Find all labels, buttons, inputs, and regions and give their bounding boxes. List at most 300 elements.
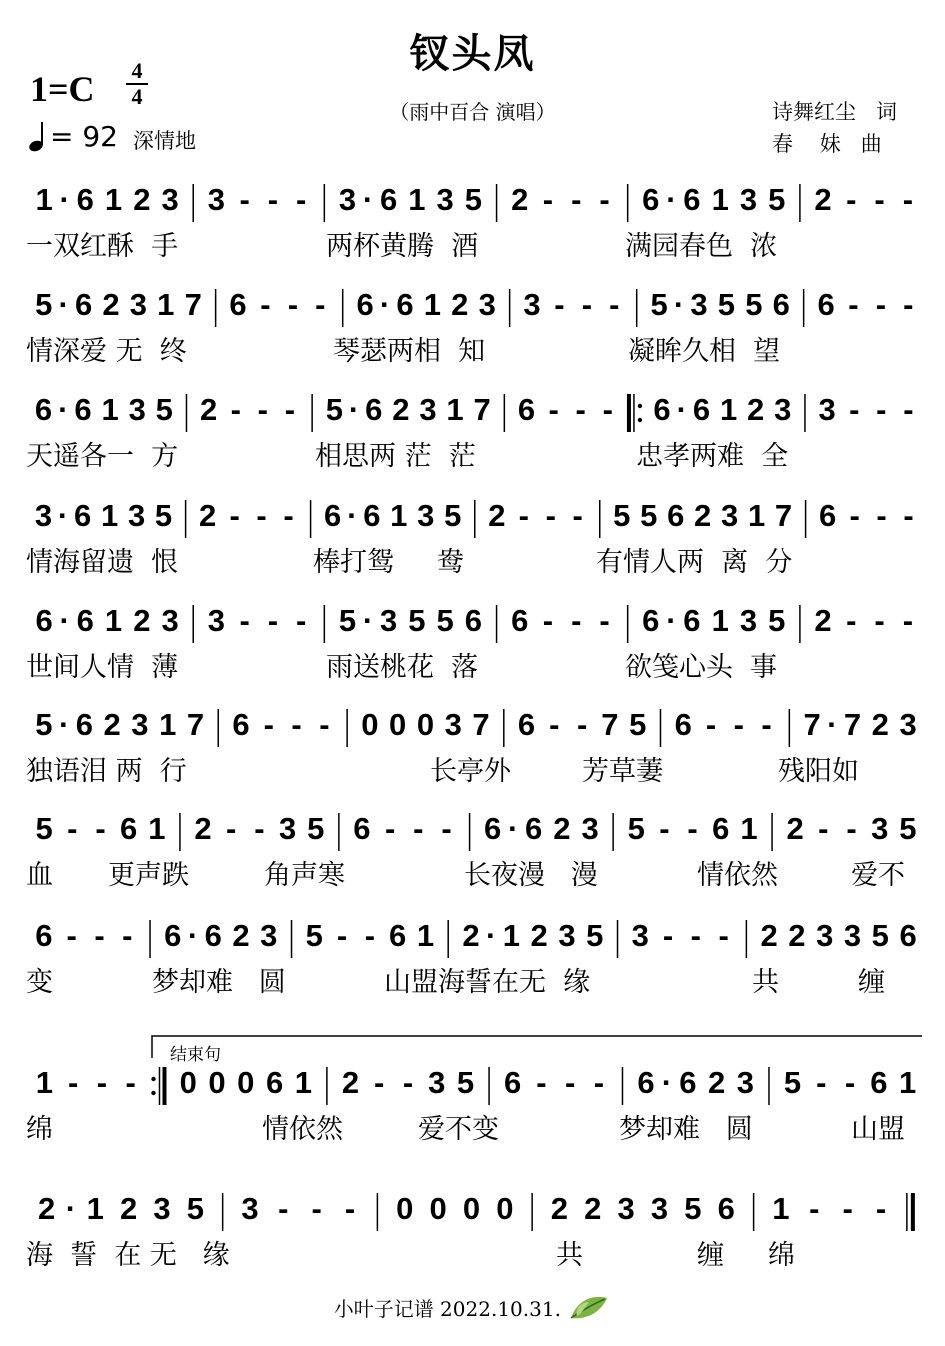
score-system <box>0 283 945 393</box>
dash-extension: - <box>67 811 78 846</box>
note-digit: 1 <box>772 1191 790 1226</box>
note-digit: 2 <box>102 287 120 322</box>
note-digit: 2 <box>760 918 778 953</box>
note-digit: 5 <box>436 603 454 638</box>
note-digit: 5 <box>586 918 604 953</box>
score-system <box>0 807 945 917</box>
lyric-row <box>0 540 945 580</box>
lyric-phrase: 梦却难 圆 <box>619 1114 753 1145</box>
expression-mark: 深情地 <box>133 129 196 153</box>
dash-extension: - <box>402 1065 414 1100</box>
note-row <box>0 599 945 651</box>
dash-extension: - <box>602 392 613 427</box>
lyric-row <box>0 749 945 789</box>
note-digit: 7 <box>184 287 202 322</box>
dash-extension: - <box>256 498 267 533</box>
dash-extension: - <box>239 603 250 638</box>
lyric-phrase: 缠 <box>697 1240 724 1271</box>
note-digit: 6 <box>464 603 483 638</box>
score-system <box>0 494 945 604</box>
note-digit: 6 <box>484 811 502 846</box>
barline-layer <box>0 807 945 859</box>
note-digit: 6 <box>265 1065 284 1100</box>
note-digit: 5 <box>613 498 631 533</box>
dash-extension: - <box>441 811 452 846</box>
note-digit: 5 <box>745 287 763 322</box>
barline-layer <box>0 1187 945 1239</box>
lyric-phrase: 残阳如 <box>778 756 859 787</box>
repeat-dot <box>638 404 642 408</box>
dash-extension: - <box>284 392 296 427</box>
lyric-phrase: 情海留遗 恨 <box>26 547 179 578</box>
lyric-phrase: 有情人两 离 分 <box>596 547 793 578</box>
barline-layer <box>0 494 945 546</box>
score-system <box>0 388 945 498</box>
dash-extension: - <box>581 287 593 322</box>
dash-extension: - <box>849 498 860 533</box>
lyric-phrase: 角声寒 <box>264 860 345 891</box>
note-row <box>0 178 945 230</box>
augmentation-dot: · <box>827 707 838 742</box>
note-digit: 6 <box>503 1065 522 1100</box>
dash-extension: - <box>609 287 620 322</box>
dash-extension: - <box>319 707 330 742</box>
note-digit: 2 <box>119 1191 138 1226</box>
note-digit: 2 <box>341 1065 360 1100</box>
note-digit: 1 <box>719 392 738 427</box>
note-digit: 3 <box>207 182 225 217</box>
dash-extension: - <box>125 1065 136 1100</box>
dash-extension: - <box>66 918 77 953</box>
augmentation-dot: · <box>362 182 374 217</box>
note-digit: 5 <box>456 1065 475 1100</box>
note-digit: 6 <box>164 918 182 953</box>
note-digit: 2 <box>133 182 151 217</box>
note-digit: 3 <box>436 182 454 217</box>
dash-extension: - <box>374 1065 385 1100</box>
note-digit: 3 <box>739 603 758 638</box>
lyric-row <box>0 1107 945 1147</box>
note-digit: 6 <box>817 287 835 322</box>
note-digit: 5 <box>154 498 173 533</box>
note-digit: 6 <box>324 498 342 533</box>
dash-extension: - <box>94 918 105 953</box>
note-digit: 6 <box>34 392 53 427</box>
note-digit: 2 <box>194 811 212 846</box>
note-digit: 6 <box>365 392 383 427</box>
note-digit: 6 <box>76 603 94 638</box>
note-digit: 3 <box>153 1191 171 1226</box>
barline-layer <box>0 283 945 335</box>
dash-extension: - <box>848 287 859 322</box>
note-digit: 3 <box>338 182 357 217</box>
dash-extension: - <box>536 1065 547 1100</box>
note-digit: 5 <box>768 603 786 638</box>
note-digit: 2 <box>584 1191 602 1226</box>
note-digit: 3 <box>419 392 437 427</box>
note-digit: 3 <box>379 603 398 638</box>
note-digit: 3 <box>617 1191 635 1226</box>
note-digit: 2 <box>511 182 529 217</box>
note-digit: 0 <box>462 1191 481 1226</box>
note-digit: 1 <box>740 811 758 846</box>
augmentation-dot: · <box>676 392 687 427</box>
note-digit: 1 <box>390 498 408 533</box>
note-digit: 7 <box>843 707 862 742</box>
note-digit: 6 <box>517 392 536 427</box>
note-digit: 5 <box>325 392 343 427</box>
lyric-phrase: 山盟 <box>851 1114 905 1145</box>
dash-extension: - <box>818 811 829 846</box>
lyric-phrase: 梦却难 圆 <box>152 967 286 998</box>
augmentation-dot: · <box>485 918 497 953</box>
note-digit: 1 <box>446 392 464 427</box>
dash-extension: - <box>846 811 857 846</box>
dash-extension: - <box>876 498 887 533</box>
lyric-phrase: 情依然 <box>262 1114 343 1145</box>
note-digit: 5 <box>768 182 786 217</box>
note-digit: 3 <box>523 287 541 322</box>
augmentation-dot: · <box>347 498 358 533</box>
note-digit: 1 <box>104 603 123 638</box>
lyric-row <box>0 434 945 474</box>
lyric-phrase: 更声跌 <box>108 860 189 891</box>
augmentation-dot: · <box>58 707 70 742</box>
note-digit: 1 <box>898 1065 917 1100</box>
note-digit: 7 <box>472 707 490 742</box>
note-digit: 6 <box>229 287 247 322</box>
composer-credit: 春 妹 曲 <box>772 132 882 156</box>
dash-extension: - <box>903 392 914 427</box>
note-digit: 0 <box>496 1191 514 1226</box>
song-title: 钗头凤 <box>409 30 536 77</box>
note-digit: 3 <box>34 498 53 533</box>
note-digit: 2 <box>232 918 250 953</box>
dash-extension: - <box>413 811 424 846</box>
dash-extension: - <box>874 182 885 217</box>
note-digit: 6 <box>679 1065 697 1100</box>
score-system <box>0 178 945 288</box>
dash-extension: - <box>226 811 237 846</box>
dash-extension: - <box>542 603 554 638</box>
note-digit: 5 <box>717 287 736 322</box>
note-digit: 5 <box>186 1191 204 1226</box>
lyric-phrase: 两杯黄腾 酒 <box>326 231 479 262</box>
augmentation-dot: · <box>59 182 70 217</box>
note-digit: 2 <box>694 498 712 533</box>
dash-extension: - <box>599 182 610 217</box>
note-digit: 6 <box>35 918 53 953</box>
augmentation-dot: · <box>65 1191 77 1226</box>
dash-extension: - <box>571 603 582 638</box>
note-digit: 6 <box>363 498 381 533</box>
ending-bracket <box>0 1030 945 1060</box>
dash-extension: - <box>576 707 588 742</box>
note-digit: 6 <box>674 707 692 742</box>
lyric-phrase: 长亭外 <box>430 756 511 787</box>
note-digit: 6 <box>35 603 53 638</box>
note-digit: 3 <box>581 811 599 846</box>
note-digit: 3 <box>161 603 179 638</box>
lyric-row <box>0 1233 945 1273</box>
lyric-phrase: 一双红酥 手 <box>26 231 179 262</box>
note-digit: 2 <box>788 918 806 953</box>
note-row <box>0 703 945 755</box>
note-digit: 2 <box>871 707 889 742</box>
note-digit: 6 <box>870 1065 888 1100</box>
lyric-phrase: 绵 <box>26 1114 53 1145</box>
note-digit: 6 <box>653 392 671 427</box>
note-digit: 1 <box>423 287 442 322</box>
note-digit: 5 <box>305 918 323 953</box>
note-digit: 1 <box>101 498 119 533</box>
lyric-row <box>0 645 945 685</box>
note-digit: 2 <box>392 392 410 427</box>
lyric-phrase: 长夜漫 漫 <box>464 860 598 891</box>
note-digit: 3 <box>478 287 496 322</box>
note-digit: 2 <box>553 811 571 846</box>
note-digit: 0 <box>429 1191 447 1226</box>
dash-extension: - <box>846 182 857 217</box>
note-digit: 2 <box>814 603 832 638</box>
note-digit: 2 <box>38 1191 56 1226</box>
dash-extension: - <box>875 1191 887 1226</box>
tempo-value: = 92 <box>50 120 118 153</box>
lyric-phrase: 共 <box>556 1240 583 1271</box>
note-digit: 2 <box>708 1065 726 1100</box>
quarter-note-icon <box>28 120 50 152</box>
repeat-dot <box>151 1091 155 1095</box>
dash-extension: - <box>902 182 914 217</box>
dash-extension: - <box>846 603 857 638</box>
note-digit: 6 <box>76 182 94 217</box>
note-digit: 3 <box>207 603 225 638</box>
note-digit: 1 <box>104 182 123 217</box>
note-digit: 1 <box>35 1065 53 1100</box>
lyric-row <box>0 853 945 893</box>
note-digit: 2 <box>747 392 765 427</box>
dash-extension: - <box>344 1191 356 1226</box>
transcriber-text: 小叶子记谱 2022.10.31. <box>333 1297 561 1321</box>
note-digit: 6 <box>356 287 374 322</box>
note-digit: 3 <box>558 918 576 953</box>
augmentation-dot: · <box>58 287 69 322</box>
note-digit: 6 <box>511 603 529 638</box>
note-digit: 3 <box>774 392 792 427</box>
note-digit: 6 <box>692 392 711 427</box>
note-row <box>0 388 945 440</box>
lyric-row <box>0 224 945 264</box>
score-system <box>0 703 945 813</box>
note-digit: 0 <box>396 1191 414 1226</box>
credits <box>772 96 897 160</box>
note-digit: 6 <box>353 811 371 846</box>
dash-extension: - <box>263 707 274 742</box>
note-digit: 3 <box>650 1191 669 1226</box>
lyric-phrase: 山盟海誓在无 缘 <box>384 967 591 998</box>
barline-layer <box>0 1061 945 1113</box>
note-digit: 5 <box>464 182 483 217</box>
dash-extension: - <box>296 182 307 217</box>
dash-extension: - <box>599 603 610 638</box>
note-digit: 3 <box>444 707 462 742</box>
dash-extension: - <box>718 918 729 953</box>
note-digit: 6 <box>717 1191 735 1226</box>
note-digit: 6 <box>683 182 701 217</box>
note-digit: 1 <box>101 392 119 427</box>
note-digit: 0 <box>208 1065 226 1100</box>
lyric-phrase: 棒打鸳 鸯 <box>313 547 464 578</box>
note-digit: 1 <box>294 1065 312 1100</box>
barline-layer <box>0 703 945 755</box>
augmentation-dot: · <box>379 287 391 322</box>
note-digit: 6 <box>642 603 660 638</box>
note-digit: 2 <box>530 918 548 953</box>
note-digit: 2 <box>550 1191 569 1226</box>
note-digit: 3 <box>816 918 834 953</box>
dash-extension: - <box>239 182 250 217</box>
augmentation-dot: · <box>507 811 519 846</box>
dash-extension: - <box>874 603 885 638</box>
note-row <box>0 1187 945 1239</box>
note-digit: 6 <box>204 918 222 953</box>
note-digit: 3 <box>131 707 149 742</box>
dash-extension: - <box>287 287 299 322</box>
note-digit: 2 <box>488 498 506 533</box>
note-digit: 6 <box>74 287 93 322</box>
note-digit: 3 <box>739 182 758 217</box>
lyric-phrase: 爱不 <box>851 860 905 891</box>
note-digit: 2 <box>462 918 480 953</box>
time-signature <box>124 60 150 108</box>
note-digit: 6 <box>819 498 837 533</box>
note-digit: 6 <box>667 498 685 533</box>
note-digit: 6 <box>517 707 536 742</box>
note-digit: 6 <box>379 182 398 217</box>
lyric-phrase: 凝眸久相 望 <box>628 336 781 367</box>
lyric-phrase: 世间人情 薄 <box>26 652 179 683</box>
score-system <box>0 1061 945 1171</box>
barline-layer <box>0 599 945 651</box>
dash-extension: - <box>690 918 701 953</box>
note-digit: 1 <box>86 1191 104 1226</box>
lyric-phrase: 海 誓 在 无 缘 <box>26 1240 230 1271</box>
barline-layer <box>0 388 945 440</box>
dash-extension: - <box>554 287 565 322</box>
note-digit: 3 <box>128 392 146 427</box>
lyric-phrase: 独语泪 两 行 <box>26 756 187 787</box>
tempo-mark <box>28 120 118 153</box>
lyric-phrase: 情深爱 无 终 <box>26 336 187 367</box>
note-digit: 0 <box>179 1065 197 1100</box>
augmentation-dot: · <box>666 182 677 217</box>
dash-extension: - <box>903 498 914 533</box>
note-digit: 5 <box>307 811 325 846</box>
note-digit: 0 <box>237 1065 255 1100</box>
lyricist-credit: 诗舞红尘 词 <box>772 100 898 124</box>
dash-extension: - <box>67 1065 79 1100</box>
dash-extension: - <box>761 707 772 742</box>
note-digit: 3 <box>818 392 836 427</box>
note-digit: 3 <box>241 1191 259 1226</box>
lyric-phrase: 血 <box>26 860 53 891</box>
note-digit: 5 <box>629 707 647 742</box>
dash-extension: - <box>876 392 887 427</box>
note-digit: 3 <box>260 918 278 953</box>
repeat-dot <box>151 1077 155 1081</box>
time-signature-bottom: 4 <box>131 84 143 109</box>
note-digit: 7 <box>774 498 793 533</box>
dash-extension: - <box>842 1191 853 1226</box>
dash-extension: - <box>662 918 674 953</box>
lyric-phrase: 满园春色 浓 <box>625 231 778 262</box>
dash-extension: - <box>849 392 860 427</box>
lyric-phrase: 欲笺心头 事 <box>625 652 778 683</box>
note-row <box>0 283 945 335</box>
note-digit: 5 <box>871 918 889 953</box>
note-digit: 5 <box>35 287 53 322</box>
augmentation-dot: · <box>348 392 360 427</box>
note-digit: 3 <box>278 811 297 846</box>
note-row <box>0 807 945 859</box>
note-digit: 2 <box>786 811 804 846</box>
dash-extension: - <box>311 1191 322 1226</box>
augmentation-dot: · <box>362 603 374 638</box>
barline-layer <box>0 178 945 230</box>
note-digit: 6 <box>772 287 790 322</box>
note-digit: 5 <box>444 498 462 533</box>
lyric-phrase: 忠孝两难 全 <box>636 441 789 472</box>
dash-extension: - <box>705 707 717 742</box>
note-digit: 6 <box>899 918 917 953</box>
note-digit: 1 <box>711 603 729 638</box>
dash-extension: - <box>572 498 583 533</box>
dash-extension: - <box>903 287 914 322</box>
note-digit: 5 <box>338 603 357 638</box>
note-digit: 2 <box>199 498 217 533</box>
dash-extension: - <box>96 1065 108 1100</box>
augmentation-dot: · <box>57 498 69 533</box>
transcriber-footer <box>0 1292 945 1322</box>
dash-extension: - <box>283 498 294 533</box>
dash-extension: - <box>95 811 106 846</box>
note-digit: 2 <box>451 287 469 322</box>
lyric-phrase: 情依然 <box>697 860 778 891</box>
time-signature-top: 4 <box>131 58 143 83</box>
augmentation-dot: · <box>59 603 70 638</box>
note-digit: 0 <box>389 707 407 742</box>
note-digit: 5 <box>783 1065 802 1100</box>
note-digit: 1 <box>416 918 435 953</box>
note-digit: 6 <box>683 603 701 638</box>
note-digit: 5 <box>899 811 917 846</box>
note-digit: 0 <box>361 707 379 742</box>
ending-label: 结束句 <box>170 1045 221 1065</box>
note-digit: 5 <box>627 811 645 846</box>
augmentation-dot: · <box>58 392 69 427</box>
note-digit: 6 <box>74 498 92 533</box>
augmentation-dot: · <box>666 603 677 638</box>
dash-extension: - <box>336 918 348 953</box>
dash-extension: - <box>545 498 556 533</box>
note-digit: 1 <box>502 918 520 953</box>
lyric-phrase: 爱不变 <box>418 1114 499 1145</box>
note-digit: 5 <box>640 498 658 533</box>
dash-extension: - <box>687 811 698 846</box>
lyric-phrase: 天遥各一 方 <box>26 441 179 472</box>
note-digit: 3 <box>428 1065 446 1100</box>
augmentation-dot: · <box>673 287 685 322</box>
